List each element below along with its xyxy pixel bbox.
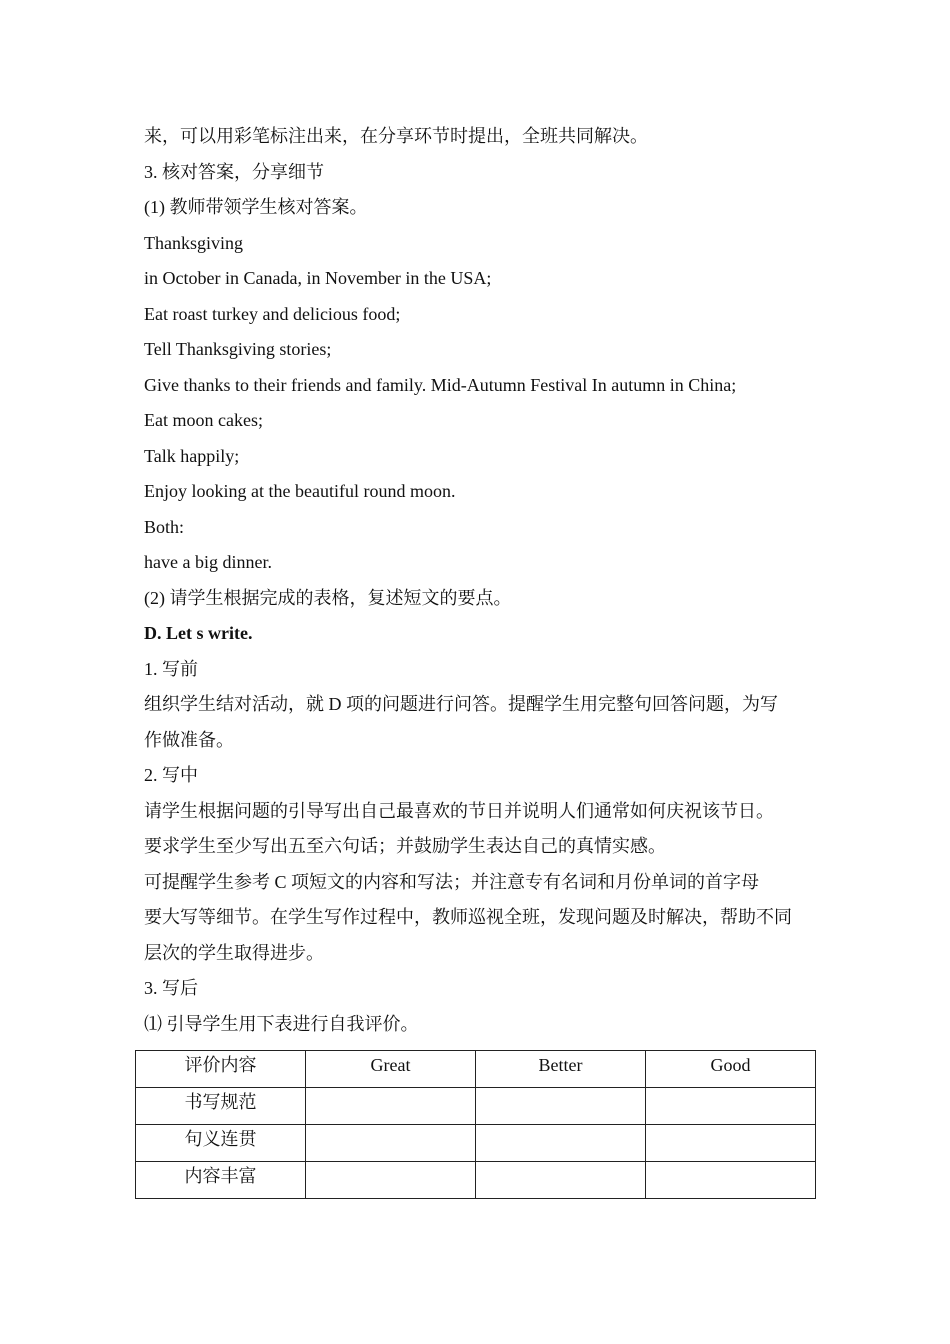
text-line: 作做准备。 [144, 729, 234, 750]
table-cell: 内容丰富 [136, 1162, 306, 1199]
table-header-cell: Good [646, 1051, 816, 1088]
text-line: (2) 请学生根据完成的表格，复述短文的要点。 [144, 587, 512, 608]
text-line: ⑴ 引导学生用下表进行自我评价。 [144, 1013, 419, 1034]
table-header-cell: 评价内容 [136, 1051, 306, 1088]
text-line: 1. 写前 [144, 658, 198, 679]
text-line: 组织学生结对活动，就 D 项的问题进行问答。提醒学生用完整句回答问题，为写 [144, 694, 778, 714]
section-heading: D. Let s write. [144, 623, 253, 643]
table-row [136, 1125, 816, 1162]
table-cell [646, 1125, 816, 1162]
text-line: Eat moon cakes; [144, 410, 263, 430]
table-cell [476, 1125, 646, 1162]
text-line: 层次的学生取得进步。 [144, 942, 324, 963]
text-line: Tell Thanksgiving stories; [144, 339, 332, 359]
text-line: Eat roast turkey and delicious food; [144, 303, 401, 324]
table-cell [646, 1162, 816, 1199]
text-line: Talk happily; [144, 445, 240, 466]
text-line: 2. 写中 [144, 765, 198, 785]
table-header-cell: Great [306, 1051, 476, 1088]
text-line: Enjoy looking at the beautiful round moon. [144, 481, 456, 501]
table-cell [306, 1125, 476, 1162]
text-line: in October in Canada, in November in the USA; [144, 268, 492, 288]
table-header-cell: Better [476, 1051, 646, 1088]
table-cell [476, 1088, 646, 1125]
text-line: 可提醒学生参考 C 项短文的内容和写法；并注意专有名词和月份单词的首字母 [144, 871, 760, 892]
text-line: 要求学生至少写出五至六句话；并鼓励学生表达自己的真情实感。 [144, 836, 666, 856]
text-line: 要大写等细节。在学生写作过程中，教师巡视全班，发现问题及时解决，帮助不同 [144, 907, 792, 927]
text-line: 来，可以用彩笔标注出来，在分享环节时提出，全班共同解决。 [144, 126, 648, 146]
evaluation-table [135, 1050, 816, 1199]
text-line: Both: [144, 516, 185, 537]
table-row [136, 1162, 816, 1199]
text-line: (1) 教师带领学生核对答案。 [144, 197, 368, 217]
text-line: 3. 核对答案，分享细节 [144, 161, 324, 182]
table-cell [306, 1088, 476, 1125]
table-cell [306, 1162, 476, 1199]
table-cell [476, 1162, 646, 1199]
text-line: have a big dinner. [144, 552, 272, 572]
table-cell: 书写规范 [136, 1088, 306, 1125]
text-line: 请学生根据问题的引导写出自己最喜欢的节日并说明人们通常如何庆祝该节日。 [144, 800, 774, 821]
table-cell [646, 1088, 816, 1125]
text-line: 3. 写后 [144, 978, 198, 998]
text-line: Give thanks to their friends and family. Mid-Autumn Festival In autumn in China; [144, 374, 737, 395]
table-cell: 句义连贯 [136, 1125, 306, 1162]
text-line: Thanksgiving [144, 232, 243, 253]
table-row [136, 1088, 816, 1125]
table-header-row [136, 1051, 816, 1088]
